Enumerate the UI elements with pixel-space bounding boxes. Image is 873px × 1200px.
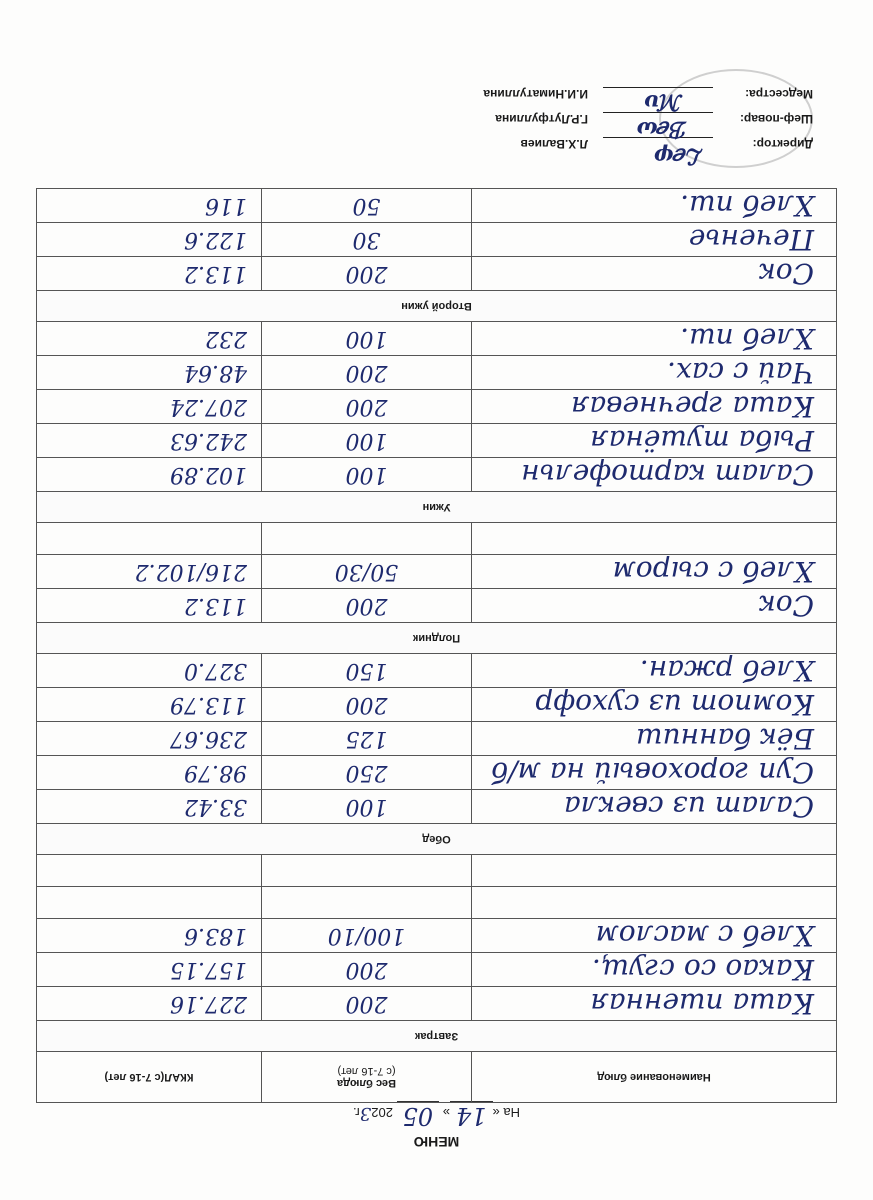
dish-name: Какао со сгущ. [472, 953, 837, 987]
date-year-g: г. [353, 1105, 360, 1120]
col-weight-sub: (с 7-16 лет) [337, 1065, 396, 1077]
empty-cell [37, 855, 262, 887]
signature-row-chef [53, 105, 813, 142]
dish-weight: 100/10 [262, 919, 472, 953]
dish-kcal: 116 [37, 189, 262, 223]
dish-name: Каша гречневая [472, 390, 837, 424]
chef-role: Шеф-повар: [739, 112, 813, 126]
dish-weight: 200 [262, 390, 472, 424]
col-kcal-header: ККАЛ(с 7-16 лет) [37, 1052, 262, 1103]
table-header-row [37, 1052, 837, 1103]
signatures-block [53, 80, 813, 169]
dish-kcal: 227.16 [37, 987, 262, 1021]
table-row [37, 390, 837, 424]
dish-kcal: 122.6 [37, 223, 262, 257]
dish-weight: 100 [262, 790, 472, 824]
dish-weight: 200 [262, 953, 472, 987]
table-row [37, 987, 837, 1021]
dish-kcal: 113.2 [37, 257, 262, 291]
table-row [37, 322, 837, 356]
table-row [37, 257, 837, 291]
dish-weight: 200 [262, 987, 472, 1021]
nurse-name: И.И.Ниматуллина [483, 87, 588, 101]
director-signature: ℒℯφ [654, 143, 703, 169]
table-row [37, 953, 837, 987]
dish-weight: 30 [262, 223, 472, 257]
date-year-prefix: 202 [371, 1105, 393, 1120]
table-row [37, 722, 837, 756]
dish-weight: 200 [262, 356, 472, 390]
dish-weight: 200 [262, 688, 472, 722]
dish-kcal: 183.6 [37, 919, 262, 953]
dish-weight: 100 [262, 424, 472, 458]
col-name-header: Наименование блюд [472, 1052, 837, 1103]
dish-kcal: 327.0 [37, 654, 262, 688]
dish-name: Хлеб с сыром [472, 555, 837, 589]
dish-weight: 100 [262, 458, 472, 492]
empty-cell [472, 523, 837, 555]
director-role: Директор: [752, 137, 813, 151]
signature-row-nurse [53, 80, 813, 115]
chef-signature: ℬℯω [636, 116, 688, 142]
table-row [37, 654, 837, 688]
section-breakfast: Завтрак [37, 1021, 837, 1052]
dish-name: Бёк банниш [472, 722, 837, 756]
dish-name: Суп гороховый на м/б [472, 756, 837, 790]
dish-kcal: 242.63 [37, 424, 262, 458]
section-lunch: Обед [37, 824, 837, 855]
dish-name: Каша пшенная [472, 987, 837, 1021]
menu-date [0, 1102, 873, 1130]
table-row [37, 688, 837, 722]
table-row-empty [37, 855, 837, 887]
date-month: 05 [397, 1101, 440, 1130]
signature-row-director [53, 130, 813, 169]
section-snack: Полдник [37, 623, 837, 654]
table-row-empty [37, 523, 837, 555]
dish-name: Хлеб ржан. [472, 654, 837, 688]
empty-cell [472, 855, 837, 887]
table-row [37, 919, 837, 953]
section-second-dinner: Второй ужин [37, 291, 837, 322]
dish-name: Рыба тушёная [472, 424, 837, 458]
empty-cell [262, 855, 472, 887]
dish-name: Хлеб с маслом [472, 919, 837, 953]
dish-name: Печенье [472, 223, 837, 257]
dish-kcal: 113.2 [37, 589, 262, 623]
dish-name: Хлеб пш. [472, 189, 837, 223]
date-day: 14 [450, 1101, 493, 1130]
table-row [37, 223, 837, 257]
dish-kcal: 48.64 [37, 356, 262, 390]
dish-name: Чай с сах. [472, 356, 837, 390]
dish-kcal: 102.89 [37, 458, 262, 492]
dish-weight: 50 [262, 189, 472, 223]
date-year-digit: 3 [359, 1103, 372, 1124]
dish-kcal: 232 [37, 322, 262, 356]
table-row [37, 458, 837, 492]
dish-weight: 200 [262, 257, 472, 291]
dish-name: Салат картофельн [472, 458, 837, 492]
table-row [37, 356, 837, 390]
dish-name: Салат из свекла [472, 790, 837, 824]
dish-name: Хлеб пш. [472, 322, 837, 356]
dish-weight: 200 [262, 589, 472, 623]
table-row [37, 756, 837, 790]
col-weight-label: Вес блюда [337, 1077, 396, 1089]
date-prefix: На « [492, 1105, 520, 1120]
dish-weight: 125 [262, 722, 472, 756]
signature-line [603, 87, 713, 88]
table-row-empty [37, 887, 837, 919]
dish-name: Компот из сухофр [472, 688, 837, 722]
table-row [37, 790, 837, 824]
dish-weight: 50/30 [262, 555, 472, 589]
menu-table [36, 188, 837, 1103]
dish-name: Сок [472, 257, 837, 291]
table-row [37, 589, 837, 623]
dish-kcal: 98.79 [37, 756, 262, 790]
dish-kcal: 216/102.2 [37, 555, 262, 589]
dish-kcal: 157.15 [37, 953, 262, 987]
dish-kcal: 33.42 [37, 790, 262, 824]
section-dinner: Ужин [37, 492, 837, 523]
date-mid: » [442, 1105, 450, 1120]
dish-kcal: 236.67 [37, 722, 262, 756]
dish-weight: 150 [262, 654, 472, 688]
menu-title: МЕНЮ [413, 1134, 460, 1150]
director-name: Л.Х.Валиев [520, 137, 588, 151]
nurse-role: Медсестра: [745, 87, 813, 101]
dish-kcal: 207.24 [37, 390, 262, 424]
table-row [37, 424, 837, 458]
dish-weight: 250 [262, 756, 472, 790]
empty-cell [37, 887, 262, 919]
table-row [37, 189, 837, 223]
empty-cell [262, 523, 472, 555]
empty-cell [37, 523, 262, 555]
chef-name: Г.Р.Лутфуллина [495, 112, 588, 126]
nurse-signature: ℳυ [644, 89, 683, 115]
col-weight-header [262, 1052, 472, 1103]
empty-cell [472, 887, 837, 919]
dish-name: Сок [472, 589, 837, 623]
empty-cell [262, 887, 472, 919]
dish-kcal: 113.79 [37, 688, 262, 722]
dish-weight: 100 [262, 322, 472, 356]
table-row [37, 555, 837, 589]
